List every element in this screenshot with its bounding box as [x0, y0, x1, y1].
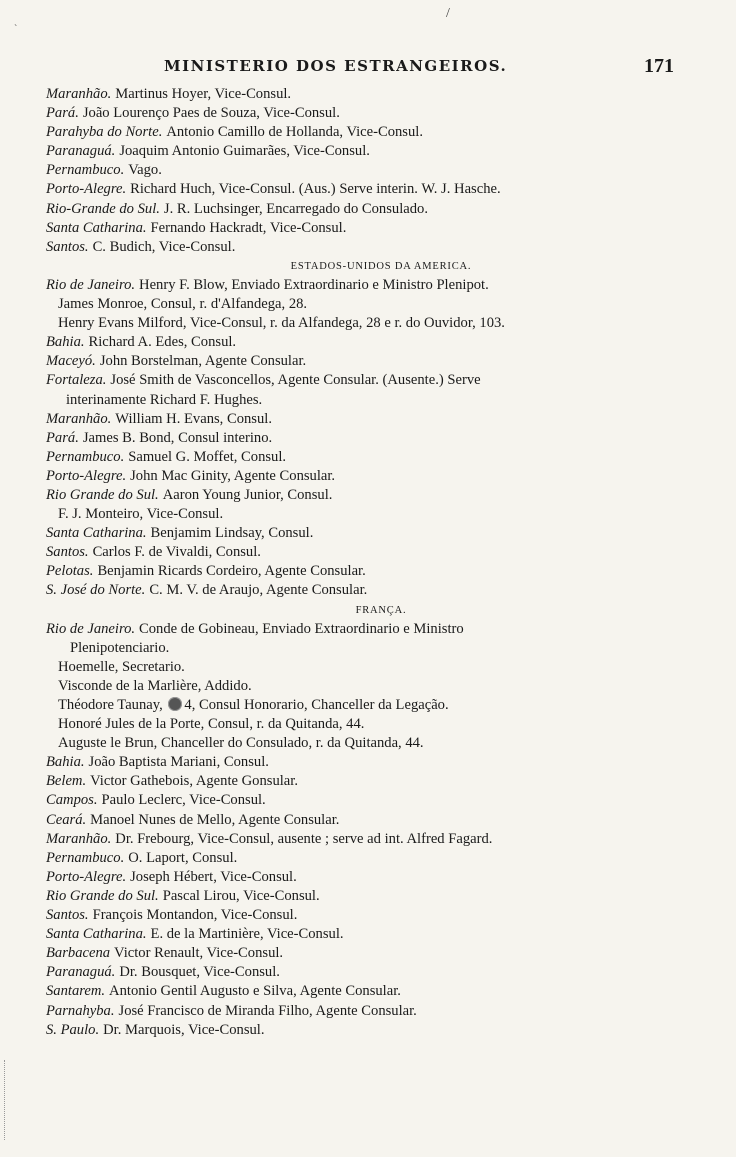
- place-name: Maranhão.: [46, 410, 112, 427]
- entry-text: Richard A. Edes, Consul.: [88, 334, 237, 351]
- entry-line: [46, 581, 686, 600]
- entry-line: [46, 944, 686, 963]
- entry-line: [46, 982, 686, 1001]
- entry-line: [46, 849, 686, 868]
- entry-line: Hoemelle, Secretario.: [58, 658, 185, 675]
- entry-line: [46, 925, 686, 944]
- entry-text: C. M. V. de Araujo, Agente Consular.: [149, 582, 368, 599]
- entry-text: João Baptista Mariani, Consul.: [88, 754, 269, 771]
- entry-text: O. Laport, Consul.: [128, 849, 238, 866]
- place-name: Pará.: [46, 105, 79, 122]
- margin-dots: [4, 1060, 7, 1140]
- entry-line: [46, 1002, 686, 1021]
- place-name: Porto-Alegre.: [46, 868, 127, 885]
- place-name: Pelotas.: [46, 563, 94, 580]
- entry-line: [46, 753, 686, 772]
- entry-text: Antonio Gentil Augusto e Silva, Agente Consular.: [109, 983, 401, 1000]
- entry-text: Conde de Gobineau, Enviado Extraordinario e Ministro: [139, 620, 464, 637]
- entry-line: [46, 887, 686, 906]
- place-name: Bahia.: [46, 334, 85, 351]
- place-name: Rio de Janeiro.: [46, 620, 136, 637]
- entry-line: [46, 791, 686, 810]
- entry-text: E. de la Martinière, Vice-Consul.: [150, 926, 344, 943]
- entry-text: William H. Evans, Consul.: [115, 410, 272, 427]
- entry-line: F. J. Monteiro, Vice-Consul.: [58, 506, 224, 523]
- entry-text: João Lourenço Paes de Souza, Vice-Consul.: [82, 105, 340, 122]
- place-name: Parnahyba.: [46, 1002, 115, 1019]
- page-number: 171: [644, 55, 674, 77]
- entry-line: Auguste le Brun, Chanceller do Consulado, r. da Quitanda, 44.: [58, 735, 424, 752]
- entry-line: [46, 811, 686, 830]
- entry-text: Samuel G. Moffet, Consul.: [128, 448, 287, 465]
- entry-line: [46, 180, 686, 199]
- entry-line: Honoré Jules de la Porte, Consul, r. da Quitanda, 44.: [58, 716, 365, 733]
- entry-text: Antonio Camillo de Hollanda, Vice-Consul.: [166, 124, 423, 141]
- consulate-list: [46, 85, 686, 1040]
- place-name: Santos.: [46, 238, 89, 255]
- section-heading: FRANÇA.: [355, 604, 407, 616]
- entry-line: [46, 448, 686, 467]
- entry-text: Pascal Lirou, Vice-Consul.: [162, 887, 320, 904]
- entry-line: [46, 123, 686, 142]
- place-name: S. Paulo.: [46, 1021, 100, 1038]
- entry-text: Victor Renault, Vice-Consul.: [114, 945, 284, 962]
- entry-text: Vago.: [128, 162, 162, 179]
- place-name: Campos.: [46, 792, 98, 809]
- entry-line: [46, 142, 686, 161]
- stray-mark: /: [446, 6, 450, 21]
- entry-text: Aaron Young Junior, Consul.: [162, 486, 333, 503]
- entry-text: 4, Consul Honorario, Chanceller da Legação.: [184, 697, 449, 713]
- place-name: Rio Grande do Sul.: [46, 486, 159, 503]
- entry-text: Benjamin Ricards Cordeiro, Agente Consular.: [97, 563, 366, 580]
- page-title: MINISTERIO DOS ESTRANGEIROS.: [164, 57, 508, 75]
- entry-line: [46, 219, 686, 238]
- place-name: Santarem.: [46, 983, 106, 1000]
- place-name: Pará.: [46, 429, 79, 446]
- place-name: Barbacena: [46, 945, 111, 962]
- corner-mark: ˋ: [14, 24, 18, 35]
- entry-line: [46, 104, 686, 123]
- entry-text: Martinus Hoyer, Vice-Consul.: [115, 86, 292, 102]
- entry-text: Théodore Taunay,: [58, 697, 163, 713]
- place-name: Paranaguá.: [46, 964, 116, 981]
- entry-line: [46, 620, 686, 639]
- entry-line: [46, 467, 686, 486]
- section-heading: ESTADOS-UNIDOS DA AMERICA.: [290, 260, 472, 272]
- place-name: Santa Catharina.: [46, 219, 147, 236]
- entry-text: Joaquim Antonio Guimarães, Vice-Consul.: [119, 143, 370, 160]
- entry-line: [46, 830, 686, 849]
- place-name: Ceará.: [46, 811, 87, 828]
- entry-text: Dr. Marquois, Vice-Consul.: [103, 1021, 265, 1038]
- entry-line: [46, 276, 686, 295]
- page-header: [46, 55, 676, 81]
- place-name: Maranhão.: [46, 830, 112, 847]
- entry-line: [46, 410, 686, 429]
- place-name: Santos.: [46, 544, 89, 561]
- place-name: Santa Catharina.: [46, 525, 147, 542]
- entry-line: [46, 696, 686, 715]
- place-name: Fortaleza.: [46, 372, 107, 389]
- entry-text: Dr. Bousquet, Vice-Consul.: [119, 964, 280, 981]
- place-name: Maranhão.: [46, 86, 112, 102]
- place-name: Pernambuco.: [46, 162, 125, 179]
- entry-line: [46, 429, 686, 448]
- entry-line: [46, 772, 686, 791]
- entry-line: [46, 906, 686, 925]
- place-name: Pernambuco.: [46, 448, 125, 465]
- entry-text: John Borstelman, Agente Consular.: [99, 353, 307, 370]
- entry-text: Benjamim Lindsay, Consul.: [150, 525, 314, 542]
- place-name: Bahia.: [46, 754, 85, 771]
- entry-line: [46, 238, 686, 257]
- place-name: Maceyó.: [46, 353, 96, 370]
- entry-text: Henry F. Blow, Enviado Extraordinario e Ministro Plenipot.: [139, 276, 489, 293]
- entry-line: [46, 486, 686, 505]
- entry-text: J. R. Luchsinger, Encarregado do Consulado.: [163, 200, 428, 217]
- place-name: Pernambuco.: [46, 849, 125, 866]
- entry-line: [46, 352, 686, 371]
- entry-line: [46, 333, 686, 352]
- entry-text: Fernando Hackradt, Vice-Consul.: [150, 219, 347, 236]
- place-name: Santa Catharina.: [46, 926, 147, 943]
- entry-line: [46, 85, 686, 104]
- place-name: Rio-Grande do Sul.: [46, 200, 160, 217]
- entry-text: Dr. Frebourg, Vice-Consul, ausente ; serve ad int. Alfred Fagard.: [115, 830, 493, 847]
- entry-text: C. Budich, Vice-Consul.: [92, 238, 236, 255]
- entry-text: Richard Huch, Vice-Consul. (Aus.) Serve interin. W. J. Hasche.: [130, 181, 501, 198]
- entry-text: John Mac Ginity, Agente Consular.: [130, 467, 336, 484]
- entry-line: [46, 963, 686, 982]
- entry-text: Carlos F. de Vivaldi, Consul.: [92, 544, 261, 561]
- entry-line: Henry Evans Milford, Vice-Consul, r. da Alfandega, 28 e r. do Ouvidor, 103.: [58, 315, 505, 332]
- order-emblem-icon: [168, 697, 182, 711]
- place-name: Paranaguá.: [46, 143, 116, 160]
- place-name: Belem.: [46, 773, 87, 790]
- entry-text: Victor Gathebois, Agente Gonsular.: [90, 773, 298, 790]
- entry-text: Joseph Hébert, Vice-Consul.: [130, 868, 297, 885]
- entry-line: [46, 543, 686, 562]
- place-name: Porto-Alegre.: [46, 467, 127, 484]
- entry-line: [46, 161, 686, 180]
- place-name: Rio de Janeiro.: [46, 276, 136, 293]
- place-name: Parahyba do Norte.: [46, 124, 163, 141]
- place-name: S. José do Norte.: [46, 582, 146, 599]
- entry-text: James B. Bond, Consul interino.: [82, 429, 273, 446]
- entry-line: [46, 371, 686, 390]
- entry-text: Manoel Nunes de Mello, Agente Consular.: [90, 811, 340, 828]
- place-name: Santos.: [46, 907, 89, 924]
- entry-line: [46, 868, 686, 887]
- entry-continuation: interinamente Richard F. Hughes.: [66, 391, 263, 408]
- entry-continuation: Plenipotenciario.: [70, 639, 170, 656]
- entry-line: [46, 200, 686, 219]
- entry-line: [46, 1021, 686, 1040]
- entry-text: José Smith de Vasconcellos, Agente Consular. (Ausente.) Serve: [110, 372, 481, 389]
- place-name: Porto-Alegre.: [46, 181, 127, 198]
- place-name: Rio Grande do Sul.: [46, 887, 159, 904]
- entry-text: Paulo Leclerc, Vice-Consul.: [101, 792, 266, 809]
- entry-text: François Montandon, Vice-Consul.: [92, 907, 298, 924]
- entry-line: James Monroe, Consul, r. d'Alfandega, 28.: [58, 296, 308, 313]
- entry-line: Visconde de la Marlière, Addido.: [58, 677, 252, 694]
- entry-line: [46, 562, 686, 581]
- entry-line: [46, 524, 686, 543]
- entry-text: José Francisco de Miranda Filho, Agente Consular.: [118, 1002, 417, 1019]
